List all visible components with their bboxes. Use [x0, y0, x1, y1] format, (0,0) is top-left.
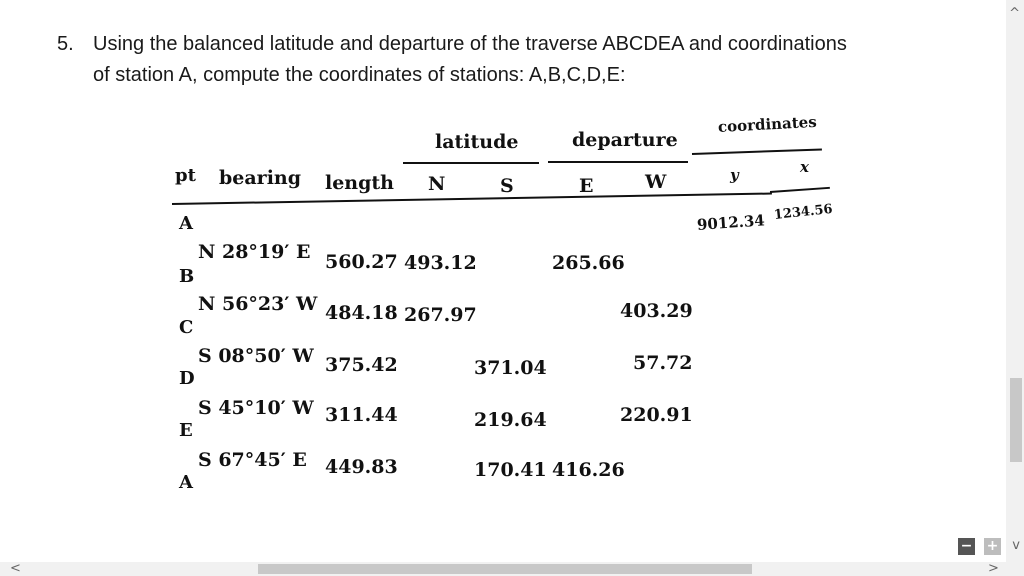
header-x: x — [800, 158, 809, 176]
row-s: 170.41 — [474, 459, 547, 481]
header-y: y — [730, 166, 739, 184]
header-length: length — [325, 172, 394, 194]
vertical-scrollbar[interactable] — [1006, 0, 1024, 576]
header-coordinates: coordinates — [717, 112, 818, 136]
row-s: 219.64 — [474, 409, 547, 431]
question-line-2: of station A, compute the coordinates of stations: A,B,C,D,E: — [93, 64, 626, 86]
station-label: B — [179, 266, 195, 287]
scroll-down-icon[interactable]: v — [1012, 538, 1020, 553]
row-bearing: N 56°23′ W — [198, 293, 318, 315]
header-pt: pt — [175, 165, 196, 186]
latitude-rule — [403, 162, 539, 164]
header-W: W — [645, 171, 667, 193]
row-length: 311.44 — [325, 404, 398, 426]
horizontal-scroll-thumb[interactable] — [258, 564, 752, 574]
row-bearing: S 45°10′ W — [198, 397, 314, 419]
header-rule — [172, 193, 772, 205]
row-length: 484.18 — [325, 302, 398, 324]
station-label: C — [179, 317, 194, 338]
scroll-up-icon[interactable]: ^ — [1009, 6, 1020, 21]
row-length: 560.27 — [325, 251, 398, 273]
row-e: 416.26 — [552, 459, 625, 481]
question-line-1: Using the balanced latitude and departure of the traverse ABCDEA and coordinations — [93, 33, 847, 55]
row-n: 267.97 — [404, 304, 477, 326]
row-bearing: S 67°45′ E — [198, 449, 307, 471]
coordinates-rule — [692, 148, 822, 155]
departure-rule — [548, 161, 688, 163]
vertical-scroll-thumb[interactable] — [1010, 378, 1022, 462]
row-w: 220.91 — [620, 404, 693, 426]
row-s: 371.04 — [474, 357, 547, 379]
horizontal-scrollbar[interactable] — [0, 562, 1006, 576]
header-rule-end — [770, 187, 830, 193]
row-w: 57.72 — [633, 352, 693, 374]
header-N: N — [428, 173, 446, 195]
scroll-left-icon[interactable]: < — [10, 561, 21, 576]
station-label: A — [179, 213, 193, 234]
row-n: 493.12 — [404, 252, 477, 274]
coord-a-x: 1234.56 — [773, 201, 834, 223]
row-bearing: S 08°50′ W — [198, 345, 314, 367]
header-departure: departure — [572, 129, 678, 151]
zoom-in-button[interactable]: + — [984, 538, 1001, 555]
coord-a-y: 9012.34 — [696, 211, 766, 234]
scroll-right-icon[interactable]: > — [988, 561, 999, 576]
station-label: E — [179, 420, 193, 441]
header-latitude: latitude — [435, 131, 519, 153]
row-bearing: N 28°19′ E — [198, 241, 311, 263]
header-S: S — [500, 175, 514, 197]
zoom-out-button[interactable]: − — [958, 538, 975, 555]
row-length: 449.83 — [325, 456, 398, 478]
row-e: 265.66 — [552, 252, 625, 274]
row-w: 403.29 — [620, 300, 693, 322]
station-label: D — [179, 368, 195, 389]
question-number: 5. — [57, 33, 74, 55]
header-bearing: bearing — [219, 167, 302, 189]
row-length: 375.42 — [325, 354, 398, 376]
header-E: E — [579, 175, 594, 197]
station-label: A — [179, 472, 193, 493]
